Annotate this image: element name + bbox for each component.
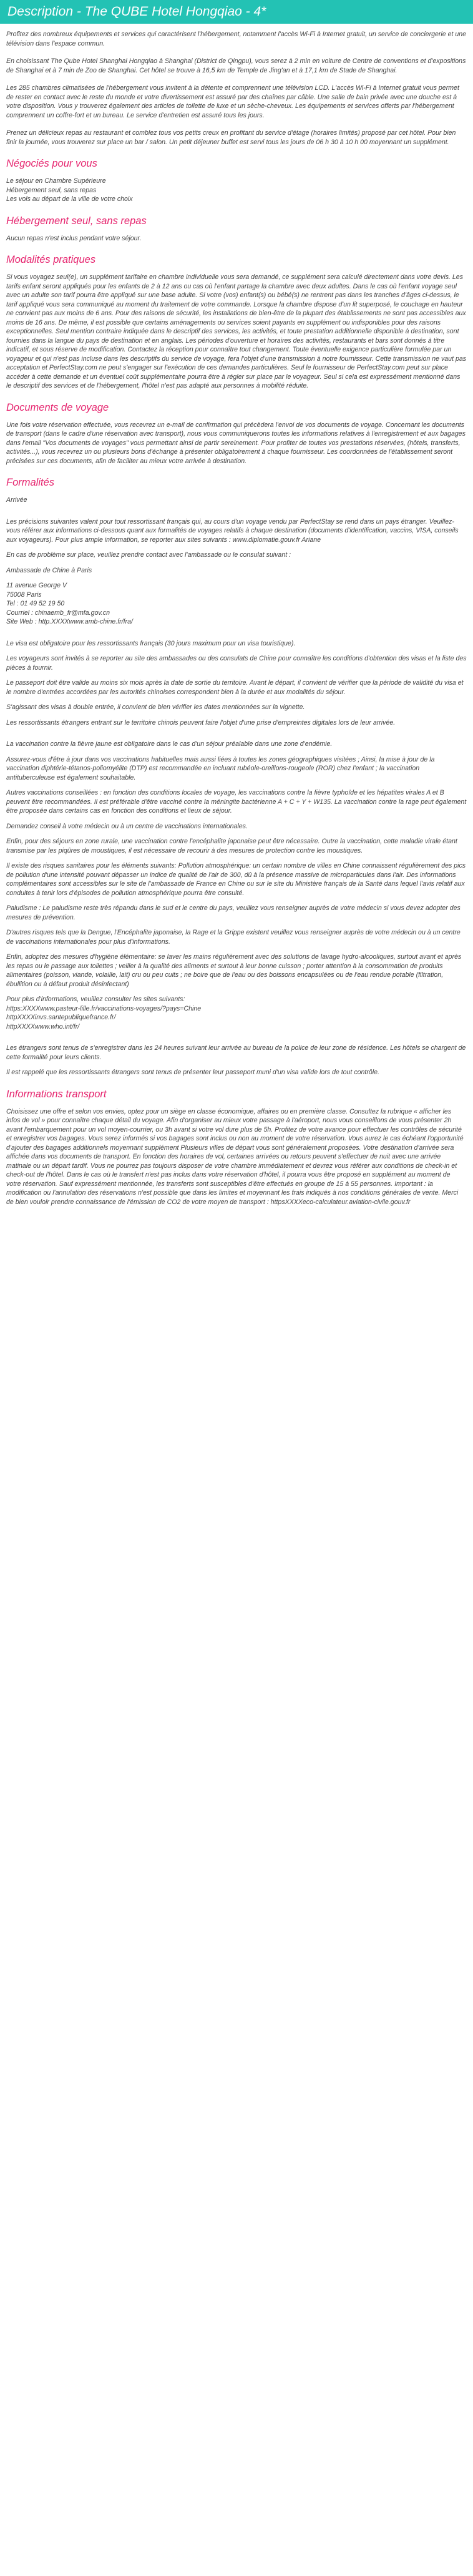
page-header — [0, 0, 473, 24]
hebergement-text: Aucun repas n'est inclus pendant votre séjour. — [6, 234, 142, 242]
health-links — [6, 995, 467, 1031]
section-heading-modalites: Modalités pratiques — [6, 254, 96, 265]
address-line: Tel : 01 49 52 19 50 — [6, 600, 65, 607]
health-link[interactable]: httpXXXXwww.who.int/fr/ — [6, 1022, 80, 1031]
health-link[interactable]: https:XXXXwww.pasteur-lille.fr/vaccinations-voyages/?pays=Chine — [6, 1004, 202, 1012]
section-heading-transport: Informations transport — [6, 1088, 107, 1100]
formalites-paragraph: Demandez conseil à votre médecin ou à un centre de vaccinations internationales. — [6, 822, 248, 830]
intro-paragraph: Profitez des nombreux équipements et services qui caractérisent l'hébergement, notamment l'accès Wi-Fi à Internet gratuit, un service de conciergerie et une télévision dans l'espace commun. — [6, 31, 467, 47]
formalites-paragraph: Les étrangers sont tenus de s'enregistrer dans les 24 heures suivant leur arrivée au bureau de la police de leur zone de résidence. Les hôtels se chargent de cette formalité pour leurs clients. — [6, 1044, 466, 1061]
formalites-paragraph: Paludisme : Le paludisme reste très répandu dans le sud et le centre du pays, veuillez vous renseigner auprès de votre médecin si vous devez adopter des mesures de prévention. — [6, 904, 461, 921]
formalites-paragraph: Il existe des risques sanitaires pour les éléments suivants: Pollution atmosphérique: un certain nombre de villes en Chine connaissent régulièrement des pics de pollution d'une intensité pouvant dépasser un indice de qualité de l'air de 300, dû à la présence massive de microparticules dans l'air. Des informations complémentaires sont accessibles sur le site de l'ambassade de France en Chine ou sur le site du Ministère français de la Santé dans lequel l'avis relatif aux conduites à tenir lors d'épisodes de pollution atmosphérique pourra être consulté. — [6, 862, 466, 897]
formalites-paragraph: S'agissant des visas à double entrée, il convient de bien vérifier les dates mentionnées sur la vignette. — [6, 703, 305, 711]
address-line: Courriel : chinaemb_fr@mfa.gov.cn — [6, 609, 110, 617]
formalites-paragraph: Ambassade de Chine à Paris — [6, 566, 92, 574]
list-item: Les vols au départ de la ville de votre choix — [6, 195, 133, 203]
formalites-paragraph: Assurez-vous d'être à jour dans vos vaccinations habituelles mais aussi liées à toutes les zones géographiques visitées ; Ainsi, la mise à jour de la vaccination diphtérie-tétanos-poliomyélite (DTP) est recommandée en incluant rubéole-oreillons-rougeole (ROR) chez l'enfant ; la vaccination antituberculeuse est également souhaitable. — [6, 755, 435, 781]
formalites-paragraph: Enfin, adoptez des mesures d'hygiène élémentaire: se laver les mains régulièrement avec des solutions de lavage hydro-alcooliques, surtout avant et après les repas ou le passage aux toilettes ; veiller à la qualité des aliments et surtout à leur bonne cuisson ; porter attention à la consommation de produits alimentaires (poisson, viande, volaille, lait) cru ou peu cuits ; ne boire que de l'eau ou des boissons encapsulées ou de l'eau rendue potable (filtration, ébullition ou à défaut produit désinfectant) — [6, 953, 462, 988]
formalites-paragraph: Autres vaccinations conseillées : en fonction des conditions locales de voyage, les vaccinations contre la fièvre typhoïde et les hépatites virales A et B peuvent être recommandées. Il est préférable d'être vacciné contre la méningite bactérienne A + C + Y + W135. La vaccination contre la rage peut également être proposée dans certains cas en fonction des conditions et lieux de séjour. — [6, 789, 467, 815]
formalites-paragraph: La vaccination contre la fièvre jaune est obligatoire dans le cas d'un séjour préalable dans une zone d'endémie. — [6, 740, 333, 748]
formalites-paragraph: Les voyageurs sont invités à se reporter au site des ambassades ou des consulats de Chine pour connaître les conditions d'obtention des visas et la liste des pièces à fournir. — [6, 655, 467, 672]
list-item: Hébergement seul, sans repas — [6, 186, 97, 194]
formalites-paragraph: D'autres risques tels que la Dengue, l'Encéphalite japonaise, la Rage et la Grippe existent veuillez vous renseigner auprès de votre médecin ou à un centre de vaccinations internationales pour plus d'informations. — [6, 929, 461, 946]
section-heading-hebergement: Hébergement seul, sans repas — [6, 215, 147, 227]
formalites-paragraph: Les ressortissants étrangers entrant sur le territoire chinois peuvent faire l'objet d'une prise d'empreintes digitales lors de leur arrivée. — [6, 718, 396, 727]
intro-paragraph: En choisissant The Qube Hotel Shanghai Hongqiao à Shanghai (District de Qingpu), vous serez à 2 min en voiture de Centre de conventions et d'expositions de Shanghai et à 7 min de Zoo de Shanghai. Cet hôtel se trouve à 16,5 km de Temple de Jing'an et à 17,1 km de Stade de Shanghai. — [6, 57, 466, 74]
formalites-paragraph: Il est rappelé que les ressortissants étrangers sont tenus de présenter leur passeport muni d'un visa valide lors de tout contrôle. — [6, 1069, 379, 1076]
formalites-paragraph: Enfin, pour des séjours en zone rurale, une vaccination contre l'encéphalite japonaise peut être nécessaire. Outre la vaccination, cette maladie virale étant transmise par les piqûres de moustiques, il est nécessaire de recourir à des mesures de protection contre les moustiques. — [6, 838, 457, 855]
formalites-arrivee: Arrivée — [6, 496, 27, 504]
links-intro: Pour plus d'informations, veuillez consulter les sites suivants: — [6, 996, 185, 1003]
section-heading-negocies: Négociés pour vous — [6, 158, 97, 169]
section-heading-documents: Documents de voyage — [6, 401, 109, 413]
address-line: Site Web : http.XXXXwww.amb-chine.fr/fra/ — [6, 618, 133, 625]
page-title: Description - The QUBE Hotel Hongqiao - 4* — [7, 4, 266, 19]
address-line: 75008 Paris — [6, 590, 42, 599]
modalites-text: Si vous voyagez seul(e), un supplément tarifaire en chambre individuelle vous sera demandé, ce supplément sera calculé directement dans votre devis. Les tarifs enfant seront appliqués pour les enfants de 2 à 12 ans ou cas où l'enfant partage la chambre avec deux adultes. Dans le cas où l'enfant voyage seul avec un adulte son tarif pourra être appliqué sur une base adulte. Si votre (vos) enfant(s) ou bébé(s) ne rentrent pas dans les tranches d'âges ci-dessus, le tarif appliqué vous sera communiqué au moment du traitement de votre commande. Lorsque la chambre dispose d'un lit superposé, le couchage en hauteur ne convient pas aux moins de 6 ans. Pour des raisons de sécurité, les installations de bien-être de la plupart des établissements ne sont pas accessibles aux moins de 16 ans. De même, il est possible que certains aménagements ou services soient payants en supplément ou indisponibles pour des raisons exceptionnelles. Seul mention contraire indiquée dans le descriptif des services, les activités, et toute prestation additionnelle disponible à destination, sont fournies dans la langue du pays de destination et en anglais. Les périodes d'ouverture et horaires des activités, restaurants et bars sont donnés à titre indicatif, et sous réserve de modification. Contactez la réception pour connaître tout changement. Toute éventuelle exigence particulière formulée par un voyageur et qui n'est pas incluse dans les descriptifs du service de voyage, fera l'objet d'une transmission à notre fournisseur. Cette transmission ne vaut pas acceptation et PerfectStay.com ne peut s'engager sur l'exécution de ces demandes particulières. Seul le fournisseur de PerfectStay.com peut sur place accéder à cette demande et un éventuel coût supplémentaire pourra être à régler sur place par le voyageur. Seul si cela est expressément mentionné dans le descriptif des services et de l'hébergement, l'hôtel n'est pas adapté aux personnes à mobilité réduite. — [6, 273, 467, 389]
section-heading-formalites: Formalités — [6, 477, 55, 488]
formalites-paragraph: Le passeport doit être valide au moins six mois après la date de sortie du territoire. Avant le départ, il convient de vérifier que la période de validité du visa et le nombre d'entrées accordées par les autorités chinoises correspondent bien à la durée et aux modalités du séjour. — [6, 679, 464, 696]
documents-text: Une fois votre réservation effectuée, vous recevrez un e-mail de confirmation qui précèdera l'envoi de vos documents de voyage. Concernant les documents de transport (dans le cadre d'une réservation avec transport), nous vous communiquerons toutes les informations relatives à l'enregistrement et aux bagages dans l'email "Vos documents de voyages" vous permettant ainsi de partir sereinement. Pour profiter de toutes vos prestations réservées, (hôtels, transferts, activités...), vous recevrez un ou plusieurs bons d'échange à présenter obligatoirement à chaque fournisseur. Les coordonnées de l'établissement seront précisées sur ces documents, afin de faciliter au mieux votre arrivée à destination. — [6, 421, 466, 465]
transport-text: Choisissez une offre et selon vos envies, optez pour un siège en classe économique, affaires ou en première classe. Consultez la rubrique « afficher les infos de vol » pour connaître chaque détail du voyage. Afin d'organiser au mieux votre passage à l'aéroport, nous vous conseillons de vous présenter 2h avant l'embarquement pour un vol moyen-courrier, ou 3h avant si votre vol dure plus de 5h. Profitez de votre avance pour effectuer les contrôles de sécurité et enregistrer vos bagages. Vous serez informés si vos bagages sont inclus ou non au moment de votre réservation. Vous aurez le cas échéant l'opportunité d'ajouter des bagages additionnels moyennant supplément Plusieurs villes de départ vous sont généralement proposées. Votre destination d'arrivée sera affichée dans vos documents de transport. En fonction des horaires de vol, certaines arrivées ou retours peuvent s'effectuer de nuit avec une arrivée matinale ou un départ tardif. Vous ne pourrez pas toujours disposer de votre chambre immédiatement et devrez vous référer aux conditions de check-in et check-out de l'hôtel. Dans le cas où le transfert n'est pas inclus dans votre réservation d'hôtel, il pourra vous être proposé en supplément au moment de votre réservation. Sauf expressément mentionnée, les transferts sont susceptibles d'être effectués en groupe de 15 à 55 personnes. Important : la modification ou l'annulation des réservations n'est possible que dans les limites et moyennant les frais indiqués à nos conditions générales de vente. Merci de bien vouloir prendre connaissance de l'émission de CO2 de votre moyen de transport : httpsXXXXeco-calculateur.aviation-civile.gouv.fr — [6, 1107, 464, 1206]
negocies-list — [6, 177, 467, 204]
formalites-paragraph: Le visa est obligatoire pour les ressortissants français (30 jours maximum pour un visa touristique). — [6, 639, 296, 647]
intro-paragraph: Prenez un délicieux repas au restaurant et comblez tous vos petits creux en profitant du service d'étage (horaires limités) proposé par cet hôtel. Pour bien finir la journée, vous trouverez sur place un bar / salon. Un petit déjeuner buffet est servi tous les jours de 06 h 30 à 10 h 00 moyennant un supplément. — [6, 129, 456, 146]
formalites-paragraph: En cas de problème sur place, veuillez prendre contact avec l'ambassade ou le consulat suivant : — [6, 551, 291, 559]
address-line: 11 avenue George V — [6, 582, 67, 589]
health-link[interactable]: httpXXXXinvs.santepubliquefrance.fr/ — [6, 1014, 116, 1021]
formalites-paragraph: Les précisions suivantes valent pour tout ressortissant français qui, au cours d'un voyage vendu par PerfectStay se rend dans un pays étranger. Veuillez-vous référer aux informations ci-dessous quant aux formalités de voyages relatifs à chaque destination (documents d'identification, vaccins, VISA, conseils aux voyageurs). Pour plus ample information, se reporter aux sites suivants : www.diplomatie.gouv.fr Ariane — [6, 517, 459, 544]
intro-paragraph: Les 285 chambres climatisées de l'hébergement vous invitent à la détente et comprennent une télévision LCD. L'accès Wi-Fi à Internet gratuit vous permet de rester en contact avec le reste du monde et votre divertissement est assuré par des chaînes par câble. Une salle de bain privée avec une douche est à votre disposition. Vous y trouverez également des articles de toilette de luxe et un sèche-cheveux. Les équipements et services offerts par l'hébergement comprennent un coffre-fort et un bureau. Le service d'entretien est assuré tous les jours. — [6, 84, 459, 119]
description-content — [0, 24, 473, 1207]
embassy-address — [6, 581, 467, 627]
list-item: Le séjour en Chambre Supérieure — [6, 177, 106, 185]
